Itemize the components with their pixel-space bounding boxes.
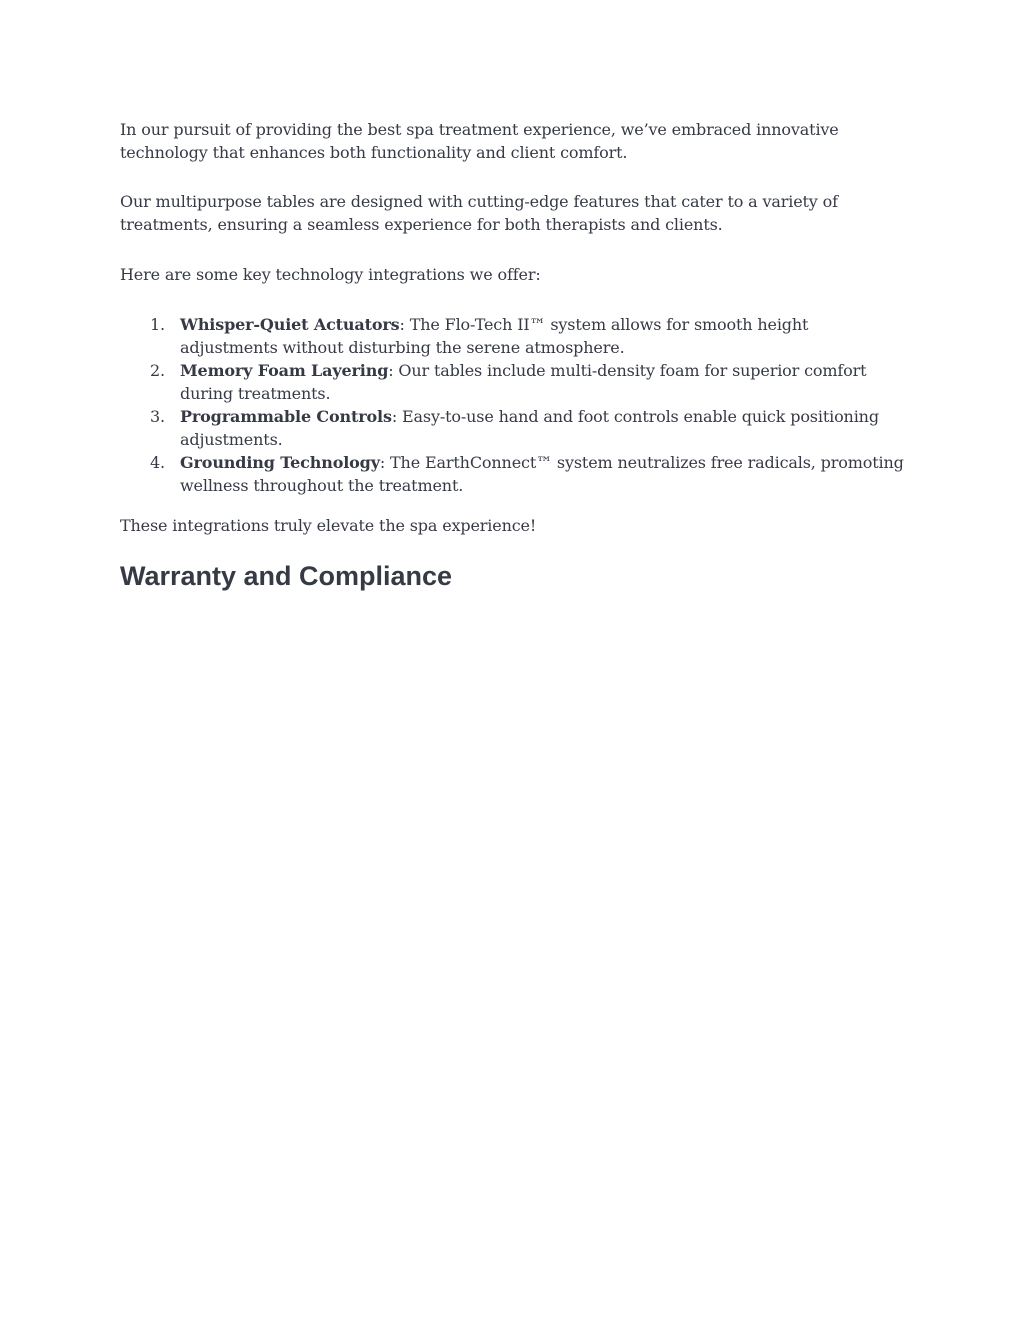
document-page — [120, 118, 904, 593]
tables-paragraph: Our multipurpose tables are designed with cutting-edge features that cater to a variety of treatments, ensuring a seamless experience for both therapists and clients. — [120, 192, 838, 234]
feature-title: Programmable Controls — [180, 407, 392, 426]
feature-title: Whisper-Quiet Actuators — [180, 315, 400, 334]
section-heading: Warranty and Compliance — [120, 561, 453, 591]
intro-paragraph: In our pursuit of providing the best spa treatment experience, we’ve embraced innovative technology that enhances both functionality and client comfort. — [120, 120, 839, 162]
feature-title: Grounding Technology — [180, 453, 380, 472]
list-item — [120, 313, 904, 359]
feature-title: Memory Foam Layering — [180, 361, 389, 380]
list-item — [120, 405, 904, 451]
list-item — [120, 359, 904, 405]
list-item — [120, 451, 904, 497]
feature-description: : The EarthConnect™ system neutralizes free radicals, promoting wellness throughout the treatment. — [180, 453, 904, 495]
feature-list — [120, 313, 904, 497]
feature-description: : Easy-to-use hand and foot controls enable quick positioning adjustments. — [180, 407, 879, 449]
list-number: 4. — [150, 453, 165, 472]
closing-paragraph: These integrations truly elevate the spa experience! — [120, 516, 537, 535]
list-number: 1. — [150, 315, 165, 334]
list-number: 3. — [150, 407, 165, 426]
feature-description: : Our tables include multi-density foam for superior comfort during treatments. — [180, 361, 867, 403]
list-number: 2. — [150, 361, 165, 380]
integrations-intro: Here are some key technology integrations we offer: — [120, 265, 541, 284]
feature-description: : The Flo-Tech II™ system allows for smooth height adjustments without disturbing the serene atmosphere. — [180, 315, 809, 357]
